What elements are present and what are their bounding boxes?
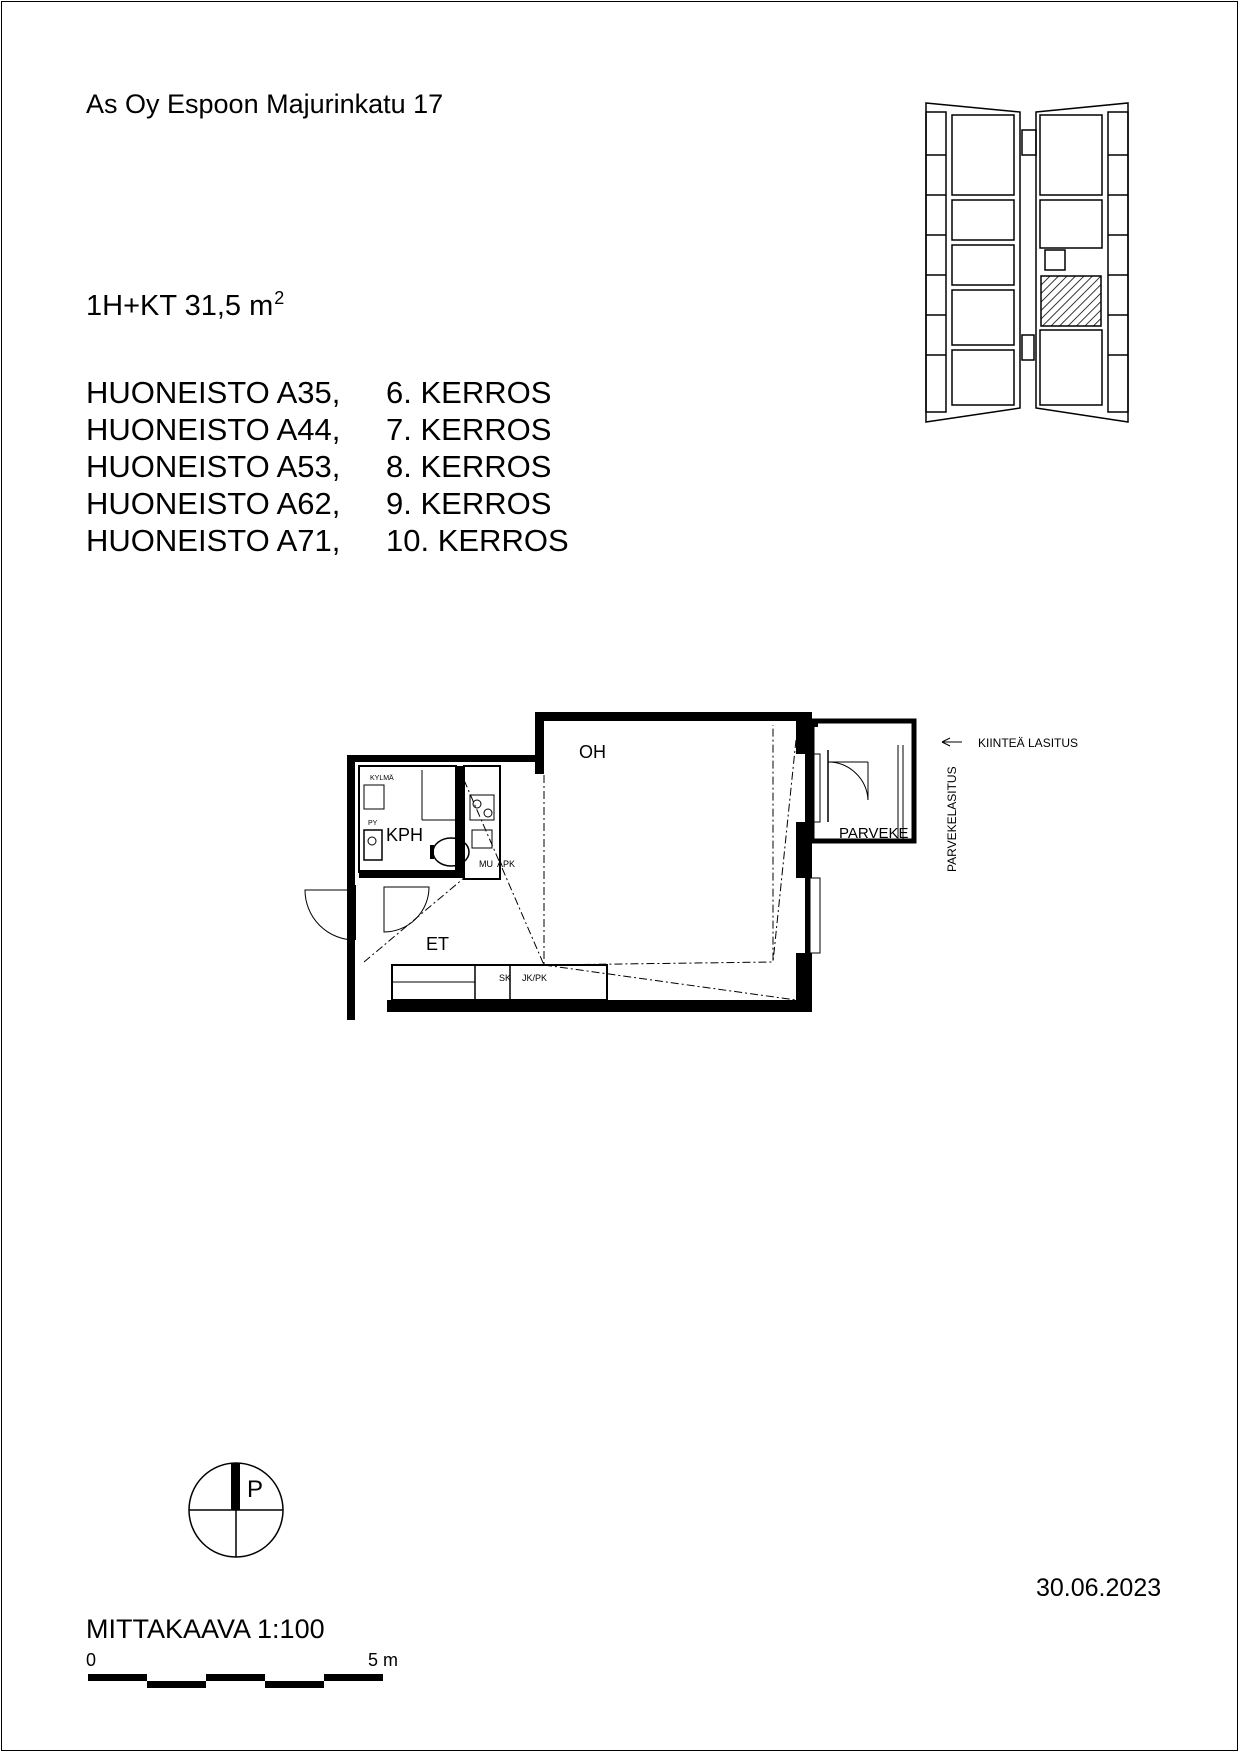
key-plan xyxy=(920,100,1150,430)
company-name: As Oy Espoon Majurinkatu 17 xyxy=(86,89,444,119)
apartment-type xyxy=(86,288,284,323)
fixture-sk: SK xyxy=(499,973,512,983)
area-superscript: 2 xyxy=(274,288,285,308)
highlighted-apartment xyxy=(1041,276,1101,326)
apartment-row xyxy=(86,486,552,522)
room-label-parveke: PARVEKE xyxy=(839,825,909,842)
apartment-label: HUONEISTO A53, xyxy=(86,449,341,484)
room-label-kph: KPH xyxy=(386,825,424,845)
fixture-mu: MU xyxy=(479,859,493,869)
apartment-floor: 8. KERROS xyxy=(386,449,552,484)
apartment-floor: 9. KERROS xyxy=(386,486,552,521)
annotation-fixed-glazing: KIINTEÄ LASITUS xyxy=(978,736,1079,750)
fixture-apk: APK xyxy=(497,859,516,869)
apartment-row xyxy=(86,375,552,411)
apartment-floor: 6. KERROS xyxy=(386,375,552,410)
apartment-label: HUONEISTO A35, xyxy=(86,375,341,410)
room-label-oh: OH xyxy=(579,742,606,762)
scale-start-label: 0 xyxy=(86,1650,97,1670)
compass-north-label: P xyxy=(247,1476,264,1503)
apartment-label: HUONEISTO A44, xyxy=(86,412,341,447)
apartment-label: HUONEISTO A62, xyxy=(86,486,341,521)
apartment-floor: 7. KERROS xyxy=(386,412,552,447)
annotation-balcony-glazing: PARVEKELASITUS xyxy=(945,766,959,872)
floor-plan xyxy=(280,700,1079,1030)
fixture-jkpk: JK/PK xyxy=(522,973,548,983)
scale-title: MITTAKAAVA 1:100 xyxy=(86,1614,325,1644)
fixture-py: PY xyxy=(368,820,378,827)
apartment-row xyxy=(86,523,569,559)
plan-date: 30.06.2023 xyxy=(1036,1574,1162,1602)
north-compass xyxy=(186,1460,286,1560)
apartment-type-text: 1H+KT 31,5 m xyxy=(86,290,274,322)
apartment-label: HUONEISTO A71, xyxy=(86,523,341,558)
apartment-row xyxy=(86,412,552,448)
scale-bar xyxy=(88,1674,388,1688)
apartment-row xyxy=(86,449,552,485)
scale-end-label: 5 m xyxy=(368,1650,399,1670)
fixture-kylma: KYLMÄ xyxy=(370,775,394,782)
apartment-floor: 10. KERROS xyxy=(386,523,569,558)
room-label-et: ET xyxy=(426,934,450,954)
